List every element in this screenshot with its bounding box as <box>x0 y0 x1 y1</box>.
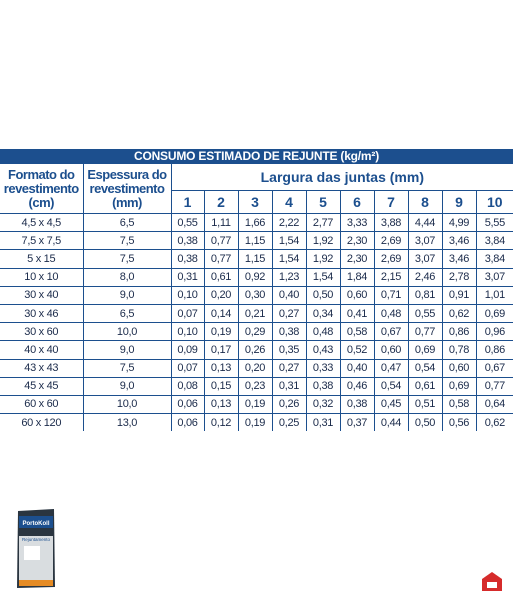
cell-consumo: 0,50 <box>408 414 442 432</box>
joint-width-header: 3 <box>238 191 272 214</box>
cell-consumo: 0,26 <box>238 341 272 359</box>
joint-width-header: 10 <box>476 191 513 214</box>
product-brand-text: PortoKoll <box>22 521 50 527</box>
cell-consumo: 0,48 <box>306 323 340 341</box>
cell-consumo: 0,33 <box>306 359 340 377</box>
joint-width-header: 4 <box>272 191 306 214</box>
cell-consumo: 1,92 <box>306 250 340 268</box>
cell-formato: 45 x 45 <box>0 377 83 395</box>
cell-consumo: 0,58 <box>442 395 476 413</box>
cell-consumo: 3,46 <box>442 250 476 268</box>
table-body <box>0 214 513 432</box>
table-row <box>0 250 513 268</box>
cell-consumo: 2,22 <box>272 214 306 232</box>
cell-consumo: 0,86 <box>442 323 476 341</box>
cell-consumo: 1,15 <box>238 232 272 250</box>
cell-consumo: 0,62 <box>476 414 513 432</box>
joint-width-header: 7 <box>374 191 408 214</box>
cell-consumo: 0,56 <box>442 414 476 432</box>
cell-consumo: 0,10 <box>171 286 204 304</box>
house-logo-icon <box>481 570 503 592</box>
cell-consumo: 0,51 <box>408 395 442 413</box>
cell-consumo: 1,84 <box>340 268 374 286</box>
cell-formato: 30 x 46 <box>0 304 83 322</box>
cell-consumo: 0,06 <box>171 395 204 413</box>
cell-consumo: 0,60 <box>340 286 374 304</box>
cell-espessura: 8,0 <box>83 268 171 286</box>
cell-consumo: 0,38 <box>171 232 204 250</box>
cell-consumo: 0,86 <box>476 341 513 359</box>
cell-consumo: 0,46 <box>340 377 374 395</box>
cell-consumo: 0,91 <box>442 286 476 304</box>
cell-consumo: 1,54 <box>272 232 306 250</box>
cell-consumo: 3,07 <box>408 250 442 268</box>
cell-consumo: 0,71 <box>374 286 408 304</box>
cell-formato: 60 x 120 <box>0 414 83 432</box>
cell-consumo: 0,52 <box>340 341 374 359</box>
consumption-table <box>0 164 513 431</box>
cell-consumo: 0,32 <box>306 395 340 413</box>
cell-consumo: 0,77 <box>476 377 513 395</box>
cell-espessura: 6,5 <box>83 214 171 232</box>
consumption-table-section <box>0 149 513 431</box>
cell-consumo: 0,06 <box>171 414 204 432</box>
cell-consumo: 0,23 <box>238 377 272 395</box>
cell-consumo: 1,66 <box>238 214 272 232</box>
cell-consumo: 0,19 <box>238 414 272 432</box>
cell-consumo: 0,38 <box>340 395 374 413</box>
col-header-espessura: Espessura do revestimento (mm) <box>83 164 171 214</box>
cell-consumo: 0,37 <box>340 414 374 432</box>
cell-consumo: 2,15 <box>374 268 408 286</box>
cell-consumo: 1,23 <box>272 268 306 286</box>
table-row <box>0 323 513 341</box>
table-row <box>0 377 513 395</box>
cell-formato: 30 x 60 <box>0 323 83 341</box>
cell-consumo: 0,69 <box>442 377 476 395</box>
cell-consumo: 0,17 <box>204 341 238 359</box>
cell-consumo: 0,14 <box>204 304 238 322</box>
cell-consumo: 0,77 <box>204 232 238 250</box>
cell-consumo: 1,01 <box>476 286 513 304</box>
cell-consumo: 0,55 <box>171 214 204 232</box>
cell-consumo: 4,44 <box>408 214 442 232</box>
cell-consumo: 0,10 <box>171 323 204 341</box>
cell-consumo: 0,25 <box>272 414 306 432</box>
cell-consumo: 0,20 <box>238 359 272 377</box>
cell-consumo: 0,34 <box>306 304 340 322</box>
cell-formato: 30 x 40 <box>0 286 83 304</box>
cell-consumo: 3,33 <box>340 214 374 232</box>
cell-consumo: 0,30 <box>238 286 272 304</box>
cell-consumo: 0,07 <box>171 304 204 322</box>
cell-consumo: 3,07 <box>408 232 442 250</box>
cell-espessura: 7,5 <box>83 232 171 250</box>
joint-width-header: 8 <box>408 191 442 214</box>
cell-consumo: 0,60 <box>442 359 476 377</box>
cell-consumo: 0,31 <box>272 377 306 395</box>
cell-consumo: 2,30 <box>340 250 374 268</box>
cell-consumo: 0,92 <box>238 268 272 286</box>
cell-consumo: 0,67 <box>374 323 408 341</box>
cell-consumo: 0,61 <box>408 377 442 395</box>
cell-consumo: 0,67 <box>476 359 513 377</box>
cell-consumo: 5,55 <box>476 214 513 232</box>
cell-consumo: 0,81 <box>408 286 442 304</box>
cell-formato: 10 x 10 <box>0 268 83 286</box>
table-row <box>0 214 513 232</box>
joint-width-header: 9 <box>442 191 476 214</box>
cell-consumo: 4,99 <box>442 214 476 232</box>
cell-formato: 5 x 15 <box>0 250 83 268</box>
cell-consumo: 0,40 <box>272 286 306 304</box>
cell-formato: 7,5 x 7,5 <box>0 232 83 250</box>
cell-consumo: 0,13 <box>204 359 238 377</box>
cell-espessura: 9,0 <box>83 341 171 359</box>
cell-consumo: 3,84 <box>476 232 513 250</box>
table-row <box>0 232 513 250</box>
table-row <box>0 286 513 304</box>
cell-espessura: 10,0 <box>83 323 171 341</box>
cell-consumo: 0,19 <box>238 395 272 413</box>
cell-consumo: 0,12 <box>204 414 238 432</box>
joint-width-header: 2 <box>204 191 238 214</box>
joint-width-header: 6 <box>340 191 374 214</box>
cell-espessura: 6,5 <box>83 304 171 322</box>
cell-consumo: 0,61 <box>204 268 238 286</box>
joint-width-header: 1 <box>183 194 192 210</box>
cell-formato: 60 x 60 <box>0 395 83 413</box>
cell-consumo: 0,35 <box>272 341 306 359</box>
cell-consumo: 0,54 <box>408 359 442 377</box>
cell-consumo: 0,13 <box>204 395 238 413</box>
cell-consumo: 0,27 <box>272 304 306 322</box>
cell-consumo: 0,19 <box>204 323 238 341</box>
cell-espessura: 9,0 <box>83 286 171 304</box>
cell-espessura: 13,0 <box>83 414 171 432</box>
cell-formato: 43 x 43 <box>0 359 83 377</box>
cell-consumo: 0,43 <box>306 341 340 359</box>
cell-consumo: 0,47 <box>374 359 408 377</box>
product-name-text: Rejuntamento <box>21 537 51 542</box>
cell-formato: 4,5 x 4,5 <box>0 214 83 232</box>
cell-consumo: 0,45 <box>374 395 408 413</box>
cell-consumo: 1,92 <box>306 232 340 250</box>
cell-consumo: 0,31 <box>306 414 340 432</box>
cell-consumo: 0,38 <box>171 250 204 268</box>
cell-consumo: 0,15 <box>204 377 238 395</box>
cell-consumo: 3,84 <box>476 250 513 268</box>
cell-consumo: 0,09 <box>171 341 204 359</box>
col-header-formato: Formato do revestimento (cm) <box>0 164 83 214</box>
cell-consumo: 0,77 <box>408 323 442 341</box>
cell-espessura: 9,0 <box>83 377 171 395</box>
table-row <box>0 304 513 322</box>
cell-formato: 40 x 40 <box>0 341 83 359</box>
cell-consumo: 2,69 <box>374 232 408 250</box>
cell-consumo: 3,07 <box>476 268 513 286</box>
cell-consumo: 1,54 <box>306 268 340 286</box>
table-row <box>0 414 513 432</box>
col-header-largura: Largura das juntas (mm) <box>171 164 513 191</box>
cell-espessura: 7,5 <box>83 359 171 377</box>
cell-consumo: 0,40 <box>340 359 374 377</box>
cell-consumo: 0,50 <box>306 286 340 304</box>
cell-consumo: 1,15 <box>238 250 272 268</box>
table-row <box>0 268 513 286</box>
cell-consumo: 2,69 <box>374 250 408 268</box>
cell-consumo: 0,29 <box>238 323 272 341</box>
table-row <box>0 359 513 377</box>
cell-consumo: 0,38 <box>306 377 340 395</box>
cell-consumo: 0,20 <box>204 286 238 304</box>
cell-consumo: 0,58 <box>340 323 374 341</box>
cell-consumo: 2,77 <box>306 214 340 232</box>
cell-consumo: 0,27 <box>272 359 306 377</box>
cell-consumo: 0,55 <box>408 304 442 322</box>
cell-consumo: 0,07 <box>171 359 204 377</box>
table-row <box>0 395 513 413</box>
cell-consumo: 0,60 <box>374 341 408 359</box>
cell-consumo: 0,38 <box>272 323 306 341</box>
cell-espessura: 10,0 <box>83 395 171 413</box>
cell-consumo: 0,26 <box>272 395 306 413</box>
table-title: CONSUMO ESTIMADO DE REJUNTE (kg/m²) <box>0 149 513 164</box>
cell-consumo: 0,21 <box>238 304 272 322</box>
cell-consumo: 0,48 <box>374 304 408 322</box>
cell-consumo: 0,08 <box>171 377 204 395</box>
product-package-image <box>16 508 56 590</box>
cell-consumo: 2,30 <box>340 232 374 250</box>
cell-consumo: 0,64 <box>476 395 513 413</box>
cell-consumo: 0,78 <box>442 341 476 359</box>
cell-consumo: 0,54 <box>374 377 408 395</box>
cell-consumo: 0,77 <box>204 250 238 268</box>
cell-consumo: 0,62 <box>442 304 476 322</box>
cell-espessura: 7,5 <box>83 250 171 268</box>
cell-consumo: 0,69 <box>476 304 513 322</box>
cell-consumo: 0,69 <box>408 341 442 359</box>
cell-consumo: 2,46 <box>408 268 442 286</box>
joint-width-header: 5 <box>306 191 340 214</box>
cell-consumo: 3,46 <box>442 232 476 250</box>
table-row <box>0 341 513 359</box>
cell-consumo: 1,54 <box>272 250 306 268</box>
cell-consumo: 0,44 <box>374 414 408 432</box>
cell-consumo: 3,88 <box>374 214 408 232</box>
cell-consumo: 0,31 <box>171 268 204 286</box>
cell-consumo: 1,11 <box>204 214 238 232</box>
cell-consumo: 0,96 <box>476 323 513 341</box>
cell-consumo: 0,41 <box>340 304 374 322</box>
cell-consumo: 2,78 <box>442 268 476 286</box>
